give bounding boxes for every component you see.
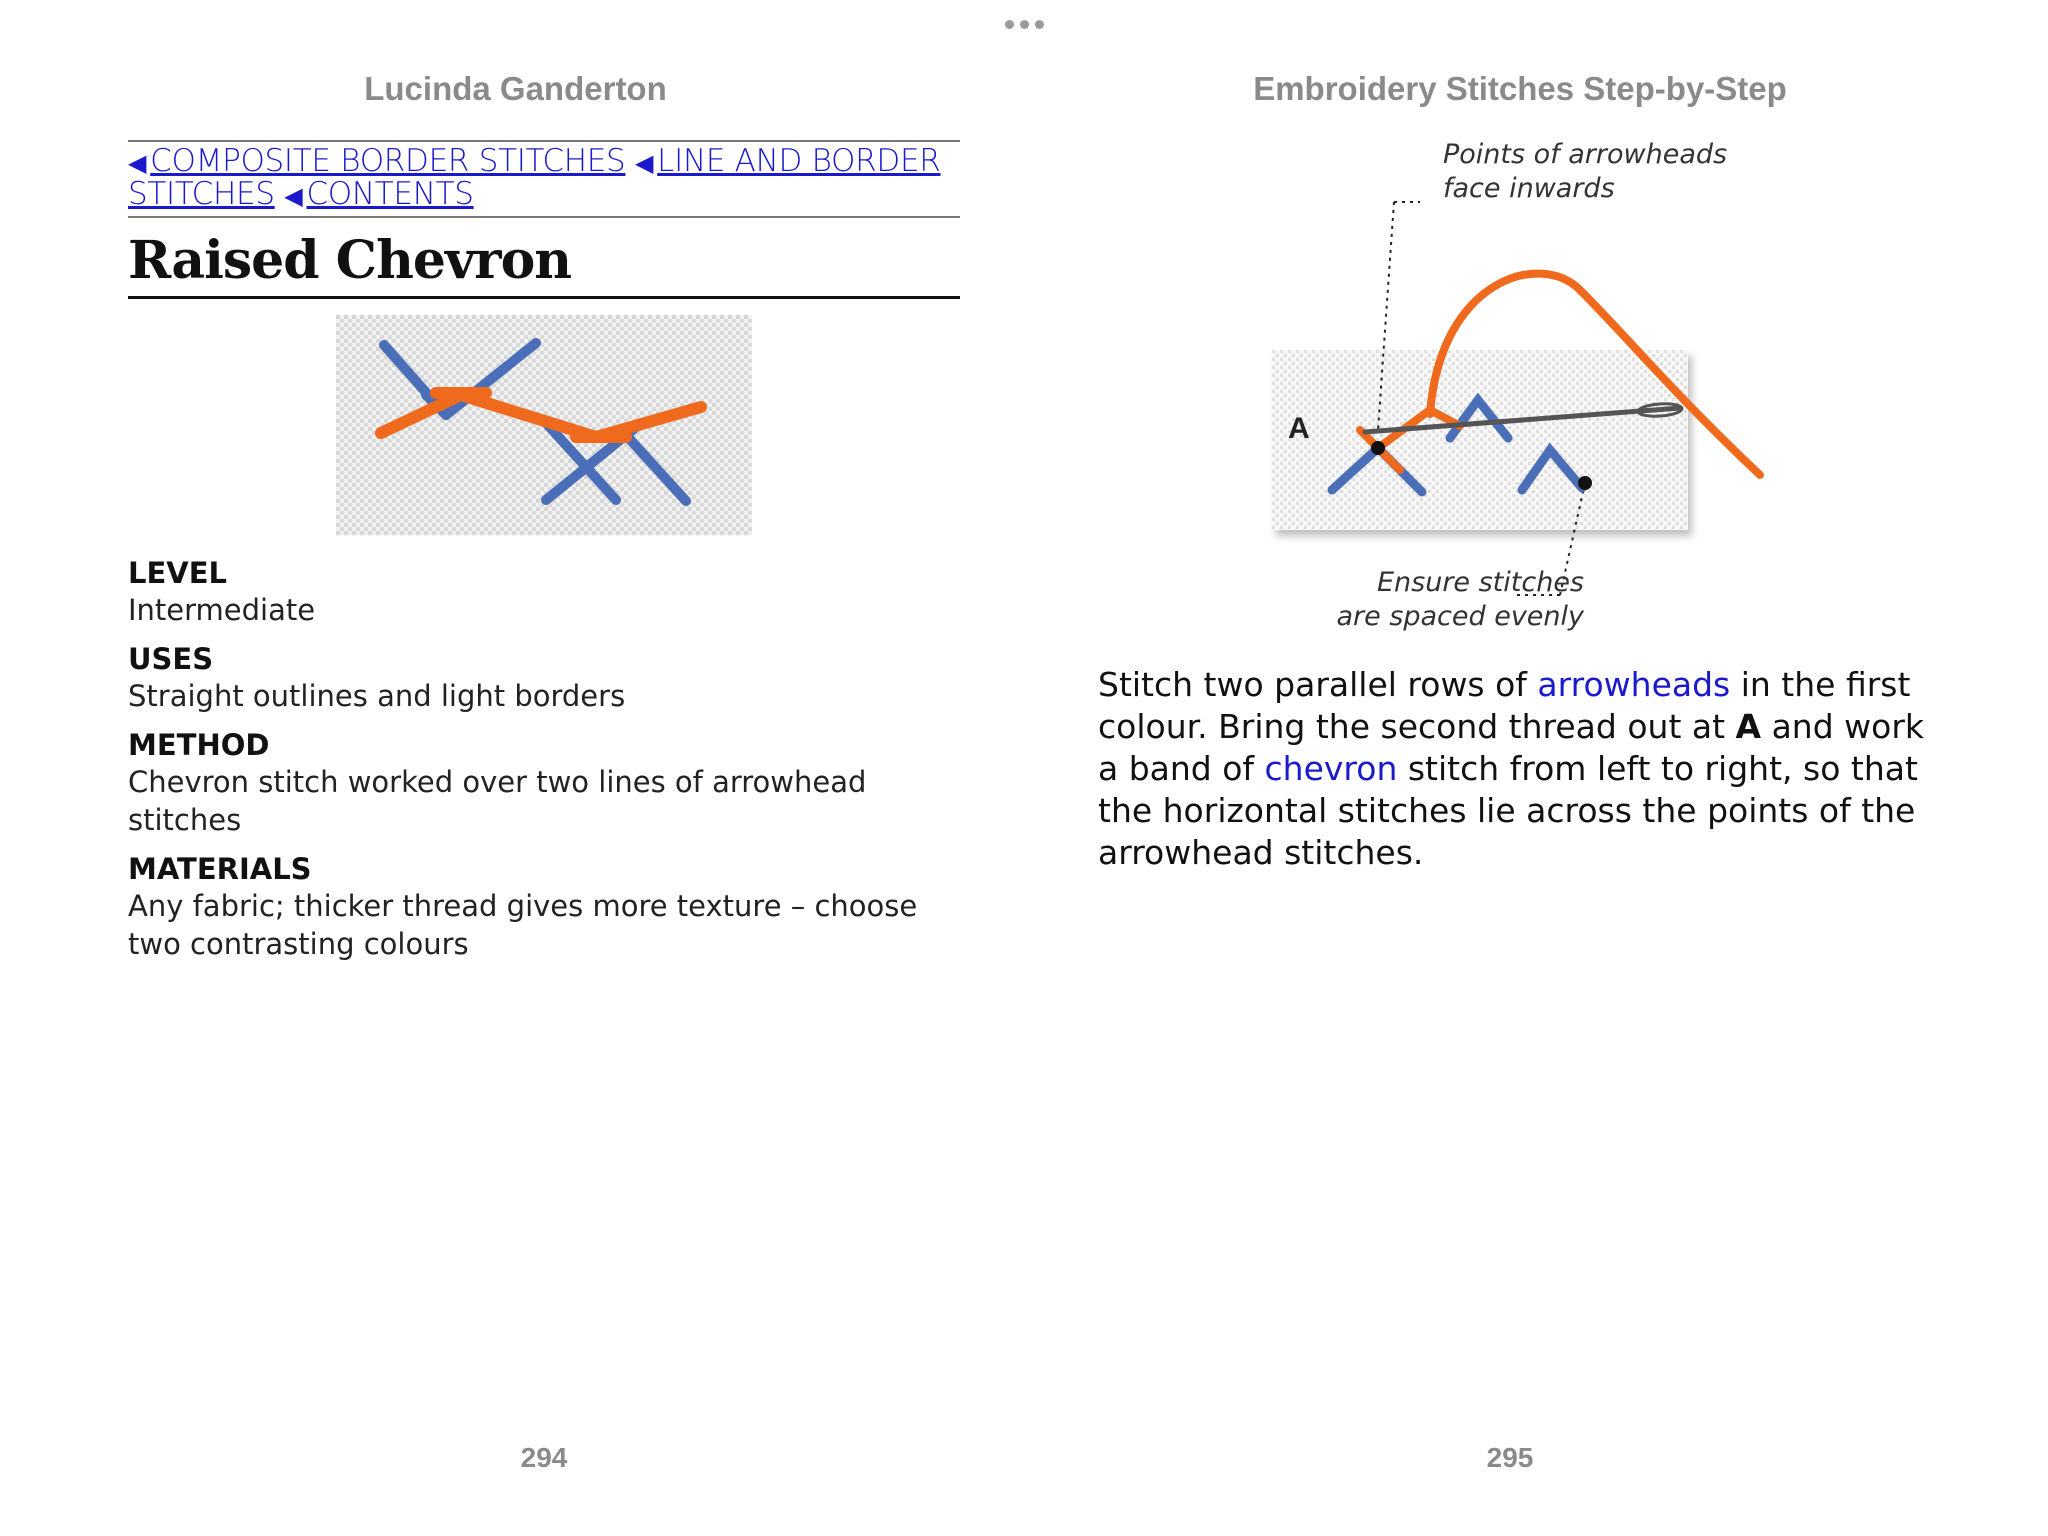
callout-top-line1: Points of arrowheads xyxy=(1443,139,1728,170)
method-field xyxy=(128,727,960,839)
page-number-left: 294 xyxy=(520,1442,568,1473)
level-label: LEVEL xyxy=(128,556,228,590)
callout-top-line2: face inwards xyxy=(1443,173,1615,204)
page-title: Raised Chevron xyxy=(128,230,960,299)
page-number-right: 295 xyxy=(1486,1442,1534,1473)
left-page xyxy=(128,140,960,963)
right-running-head: Embroidery Stitches Step-by-Step xyxy=(1253,70,1787,107)
body-text-part4: stitch from left to right, so that the horizontal stitches lie across the points of the arrowhead stitches. xyxy=(1098,749,1918,872)
body-text-bold-a: A xyxy=(1735,707,1762,746)
uses-label: USES xyxy=(128,642,214,676)
arrowheads-link[interactable]: arrowheads xyxy=(1537,665,1731,704)
instruction-paragraph xyxy=(1098,664,1938,874)
body-text-part3: and work a band of xyxy=(1098,707,1924,788)
point-label-a: A xyxy=(1288,412,1310,445)
callout-bottom-line1: Ensure stitches xyxy=(1376,567,1584,598)
uses-field xyxy=(128,641,960,715)
level-value: Intermediate xyxy=(128,593,316,627)
level-field xyxy=(128,555,960,629)
breadcrumb xyxy=(128,140,960,218)
materials-field xyxy=(128,851,960,963)
method-label: METHOD xyxy=(128,728,270,762)
body-text-part1: Stitch two parallel rows of xyxy=(1098,665,1538,704)
more-horizontal-icon[interactable] xyxy=(1002,17,1046,31)
body-text-part2: in the first colour. Bring the second thread out at xyxy=(1098,665,1911,746)
triangle-left-icon: ◀ xyxy=(634,149,654,177)
left-running-head: Lucinda Ganderton xyxy=(364,70,667,107)
uses-value: Straight outlines and light borders xyxy=(128,679,626,713)
method-value: Chevron stitch worked over two lines of arrowhead stitches xyxy=(128,765,867,837)
callout-bottom-line2: are spaced evenly xyxy=(1336,601,1584,632)
breadcrumb-link-composite-border[interactable]: COMPOSITE BORDER STITCHES xyxy=(150,143,626,179)
breadcrumb-link-line-and-border[interactable]: LINE AND BORDER STITCHES xyxy=(128,143,941,212)
callout-arrowheads xyxy=(1443,138,1763,206)
breadcrumb-link-contents[interactable]: CONTENTS xyxy=(306,176,474,212)
triangle-left-icon: ◀ xyxy=(128,149,147,177)
callout-spacing xyxy=(1284,566,1584,634)
materials-label: MATERIALS xyxy=(128,852,312,886)
triangle-left-icon: ◀ xyxy=(284,182,303,210)
materials-value: Any fabric; thicker thread gives more texture – choose two contrasting colours xyxy=(128,889,918,961)
stitch-sample-photo xyxy=(336,315,752,535)
chevron-link[interactable]: chevron xyxy=(1264,749,1398,788)
